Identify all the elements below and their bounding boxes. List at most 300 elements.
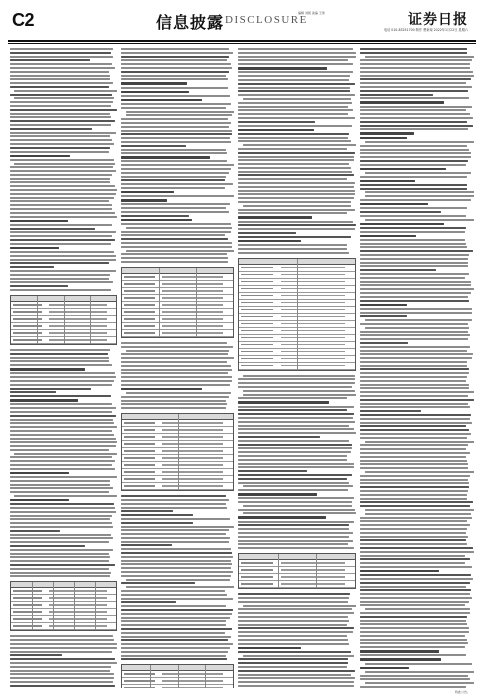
text-line <box>243 98 352 100</box>
text-line <box>10 388 91 390</box>
text-line <box>121 118 228 120</box>
text-line <box>360 292 471 294</box>
text-line <box>121 261 228 263</box>
table-column-rule <box>205 665 206 688</box>
text-line <box>10 441 117 443</box>
text-line <box>360 365 467 367</box>
text-line <box>360 67 470 69</box>
text-line <box>360 265 468 267</box>
text-line <box>10 278 109 280</box>
text-line <box>238 129 314 131</box>
text-line <box>360 418 470 420</box>
text-line <box>121 376 232 378</box>
text-line <box>10 403 112 405</box>
text-line <box>10 677 114 679</box>
text-line <box>238 228 355 230</box>
text-line <box>10 673 114 675</box>
text-line <box>121 575 231 577</box>
text-line <box>360 94 433 96</box>
text-line <box>238 87 350 89</box>
text-line <box>238 156 354 158</box>
text-line <box>238 635 347 637</box>
text-line <box>121 246 232 248</box>
page-number: C2 <box>12 10 35 30</box>
text-line <box>360 627 469 629</box>
text-line <box>360 654 466 656</box>
text-line <box>10 476 117 478</box>
text-line <box>360 258 468 260</box>
text-line <box>238 236 351 238</box>
text-line <box>238 125 352 127</box>
text-line <box>121 533 226 535</box>
text-line <box>360 414 471 416</box>
text-line <box>10 534 111 536</box>
text-line <box>10 384 112 386</box>
text-line <box>10 399 78 401</box>
text-line <box>360 284 471 286</box>
text-line <box>360 551 474 553</box>
text-line <box>121 107 226 109</box>
text-line <box>238 386 352 388</box>
text-line <box>360 429 469 431</box>
text-line <box>360 156 471 158</box>
text-line <box>360 639 467 641</box>
table-row <box>239 567 355 574</box>
text-line <box>238 90 350 92</box>
text-line <box>10 666 111 668</box>
text-line <box>10 170 116 172</box>
text-line <box>360 620 466 622</box>
text-line <box>360 570 439 572</box>
text-line <box>121 211 229 213</box>
text-line <box>121 195 234 197</box>
text-line <box>360 482 469 484</box>
text-line <box>360 650 439 652</box>
text-line <box>238 79 349 81</box>
text-line <box>10 159 114 161</box>
text-line <box>121 369 232 371</box>
text-line <box>10 360 109 362</box>
text-line <box>238 459 347 461</box>
text-line <box>238 447 352 449</box>
text-line <box>121 632 225 634</box>
text-line <box>121 234 225 236</box>
text-line <box>238 466 354 468</box>
text-line <box>360 667 409 669</box>
text-line <box>238 631 353 633</box>
text-line <box>10 635 113 637</box>
text-line <box>10 491 109 493</box>
text-line <box>121 149 226 151</box>
text-line <box>121 176 226 178</box>
text-line <box>238 478 347 480</box>
text-line <box>14 163 115 165</box>
text-line <box>10 262 109 264</box>
text-line <box>121 526 234 528</box>
text-line <box>243 375 355 377</box>
text-line <box>10 380 114 382</box>
text-line <box>360 308 472 310</box>
text-line <box>10 464 112 466</box>
date-line: 2022年1月22日 星期六 <box>433 28 468 32</box>
data-table <box>10 581 117 631</box>
text-line <box>10 128 92 130</box>
text-line <box>360 262 468 264</box>
table-column-rule <box>32 582 33 630</box>
text-line <box>238 193 355 195</box>
text-line <box>10 193 116 195</box>
text-line <box>238 608 352 610</box>
text-line <box>238 67 327 69</box>
text-line <box>238 113 348 115</box>
text-line <box>238 463 354 465</box>
text-line <box>360 71 473 73</box>
text-line <box>360 368 469 370</box>
text-line <box>243 390 356 392</box>
text-line <box>238 397 347 399</box>
text-line <box>10 208 112 210</box>
text-line <box>10 556 110 558</box>
text-line <box>121 87 228 89</box>
masthead-rule <box>8 40 476 42</box>
text-line <box>360 406 470 408</box>
text-line <box>360 273 469 275</box>
text-line <box>360 384 469 386</box>
text-line <box>243 144 356 146</box>
text-line <box>238 178 347 180</box>
text-line <box>243 485 353 487</box>
text-line <box>238 48 353 50</box>
text-line <box>243 205 352 207</box>
text-line <box>10 212 115 214</box>
text-line <box>121 598 233 600</box>
text-line <box>121 78 228 80</box>
text-line <box>10 105 111 107</box>
text-line <box>10 247 59 249</box>
text-line <box>10 243 111 245</box>
text-line <box>238 493 317 495</box>
text-line <box>10 178 110 180</box>
text-line <box>238 497 354 499</box>
text-line <box>365 663 473 665</box>
text-line <box>121 164 234 166</box>
table-row <box>239 560 355 567</box>
text-line <box>360 547 473 549</box>
text-line <box>238 425 349 427</box>
text-line <box>360 387 469 389</box>
text-line <box>238 547 354 549</box>
text-line <box>121 571 233 573</box>
text-line <box>238 601 348 603</box>
text-line <box>238 182 355 184</box>
text-line <box>121 133 232 135</box>
text-line <box>238 543 348 545</box>
text-line <box>360 246 467 248</box>
text-line <box>238 489 348 491</box>
editor-credit: 编辑 刘凯 美编 王琦 <box>298 11 325 15</box>
text-line <box>360 433 471 435</box>
text-line <box>238 666 347 668</box>
text-line <box>360 536 468 538</box>
text-line <box>360 215 466 217</box>
text-line <box>10 526 113 528</box>
text-line <box>121 628 232 630</box>
text-line <box>10 251 114 253</box>
text-line <box>121 257 228 259</box>
text-line <box>360 323 468 325</box>
text-line <box>360 372 469 374</box>
text-line <box>121 207 226 209</box>
text-line <box>238 528 349 530</box>
text-line <box>14 97 114 99</box>
text-line <box>238 681 354 683</box>
text-line <box>238 536 349 538</box>
text-line <box>360 631 469 633</box>
text-line <box>121 95 230 97</box>
text-line <box>121 594 227 596</box>
text-line <box>121 552 232 554</box>
text-line <box>10 658 115 660</box>
text-line <box>121 396 229 398</box>
text-line <box>10 59 90 61</box>
text-line <box>365 327 470 329</box>
text-line <box>238 248 347 250</box>
text-line <box>238 140 351 142</box>
text-line <box>121 253 227 255</box>
text-line <box>121 231 231 233</box>
text-line <box>121 160 227 162</box>
text-line <box>238 651 351 653</box>
text-line <box>238 186 354 188</box>
text-line <box>121 238 228 240</box>
text-line <box>360 562 465 564</box>
text-line <box>126 586 234 588</box>
text-line <box>365 513 471 515</box>
text-line <box>360 601 469 603</box>
text-line <box>360 528 467 530</box>
text-column-3 <box>238 48 356 688</box>
table-row <box>122 316 233 323</box>
table-row <box>122 281 233 288</box>
text-line <box>360 78 471 80</box>
masthead <box>8 6 476 40</box>
text-line <box>10 109 117 111</box>
text-line <box>121 346 233 348</box>
table-column-rule <box>64 296 65 344</box>
text-line <box>360 517 472 519</box>
text-line <box>121 215 189 217</box>
text-line <box>360 199 471 201</box>
text-line <box>360 460 467 462</box>
text-line <box>10 239 115 241</box>
text-line <box>360 184 467 186</box>
text-line <box>10 541 109 543</box>
text-line <box>10 670 110 672</box>
text-line <box>10 654 62 656</box>
text-line <box>121 152 227 154</box>
text-line <box>238 451 351 453</box>
text-line <box>121 563 232 565</box>
text-line <box>238 627 354 629</box>
text-line <box>126 392 231 394</box>
text-line <box>238 436 320 438</box>
text-line <box>360 203 428 205</box>
text-line <box>10 376 116 378</box>
text-line <box>121 82 187 84</box>
text-line <box>121 522 193 524</box>
text-line <box>10 82 113 84</box>
text-line <box>121 75 226 77</box>
text-line <box>360 494 467 496</box>
text-line <box>10 220 68 222</box>
text-line <box>10 651 112 653</box>
text-line <box>10 174 112 176</box>
announcement-footer: 特此公告。 <box>454 690 470 694</box>
text-line <box>360 646 465 648</box>
text-line <box>121 357 234 359</box>
text-line <box>360 269 436 271</box>
text-line <box>10 181 110 183</box>
text-line <box>238 56 356 58</box>
table-column-rule <box>90 296 91 344</box>
text-line <box>121 567 231 569</box>
text-line <box>10 224 112 226</box>
text-line <box>10 438 116 440</box>
text-line <box>238 94 355 96</box>
text-line <box>10 560 109 562</box>
text-line <box>10 71 109 73</box>
text-line <box>238 540 353 542</box>
text-line <box>238 428 354 430</box>
text-line <box>10 228 95 230</box>
text-line <box>121 63 231 65</box>
text-line <box>121 613 232 615</box>
text-line <box>121 384 230 386</box>
text-line <box>10 353 108 355</box>
text-line <box>126 114 232 116</box>
text-line <box>360 109 466 111</box>
text-line <box>360 288 474 290</box>
text-line <box>121 48 229 50</box>
text-line <box>360 444 468 446</box>
text-line <box>360 658 441 660</box>
text-line <box>10 235 112 237</box>
text-line <box>360 532 466 534</box>
text-line <box>360 315 407 317</box>
table-column-rule <box>178 414 179 490</box>
text-line <box>243 605 356 607</box>
data-table <box>121 413 234 491</box>
table-row <box>11 616 116 623</box>
text-line <box>10 185 115 187</box>
text-line <box>238 516 326 518</box>
text-line <box>121 651 228 653</box>
text-line <box>238 662 348 664</box>
text-line <box>365 608 470 610</box>
text-line <box>360 574 471 576</box>
text-line <box>121 223 231 225</box>
text-line <box>10 48 113 50</box>
text-line <box>10 415 116 417</box>
text-line <box>360 589 471 591</box>
text-line <box>10 507 115 509</box>
table-row <box>122 323 233 330</box>
table-column-rule <box>53 582 54 630</box>
text-line <box>238 658 348 660</box>
text-line <box>360 145 467 147</box>
text-line <box>121 388 202 390</box>
text-line <box>238 106 348 108</box>
text-line <box>360 90 468 92</box>
text-line <box>10 685 115 687</box>
table-row <box>122 274 233 281</box>
text-line <box>10 553 109 555</box>
text-line <box>10 124 111 126</box>
text-line <box>365 441 474 443</box>
text-line <box>238 432 356 434</box>
text-line <box>360 410 421 412</box>
text-line <box>121 407 226 409</box>
text-line <box>238 406 354 408</box>
text-line <box>10 289 111 291</box>
text-line <box>360 227 466 229</box>
text-line <box>238 474 352 476</box>
text-line <box>360 604 465 606</box>
text-line <box>10 449 109 451</box>
text-line <box>121 122 231 124</box>
text-line <box>238 421 355 423</box>
text-line <box>121 52 233 54</box>
text-line <box>238 509 355 511</box>
table-column-rule <box>316 554 317 588</box>
data-table <box>238 258 356 371</box>
text-line <box>360 558 470 560</box>
text-line <box>365 671 474 673</box>
text-line <box>238 137 348 139</box>
text-line <box>360 331 468 333</box>
text-line <box>360 566 472 568</box>
text-line <box>360 350 467 352</box>
text-line <box>126 111 234 113</box>
text-line <box>121 544 172 546</box>
text-line <box>360 686 466 688</box>
text-line <box>360 357 472 359</box>
text-line <box>360 164 466 166</box>
text-line <box>360 586 466 588</box>
text-line <box>360 380 466 382</box>
table-column-rule <box>95 582 96 630</box>
text-line <box>121 353 228 355</box>
text-line <box>238 620 349 622</box>
text-line <box>10 681 113 683</box>
text-line <box>121 191 174 193</box>
text-line <box>121 499 229 501</box>
table-column-rule <box>278 554 279 588</box>
text-line <box>360 235 416 237</box>
text-line <box>121 609 233 611</box>
text-line <box>360 422 472 424</box>
text-line <box>10 499 69 501</box>
text-line <box>121 620 226 622</box>
table-row <box>11 609 116 616</box>
data-table <box>10 295 117 345</box>
text-line <box>121 605 226 607</box>
text-line <box>360 597 472 599</box>
text-line <box>121 59 227 61</box>
text-line <box>121 342 227 344</box>
text-line <box>121 556 233 558</box>
text-line <box>238 401 329 403</box>
